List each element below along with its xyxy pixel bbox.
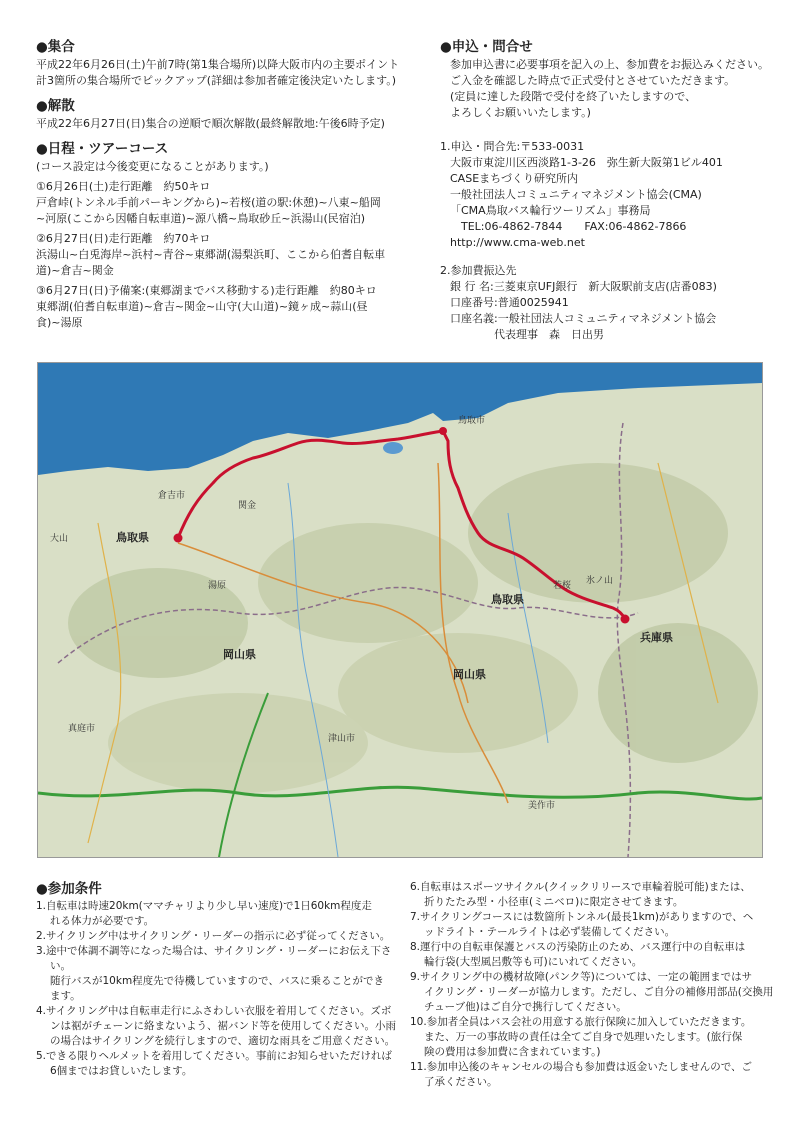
day1-route: 戸倉峠(トンネル手前パーキングから)~若桜(道の駅:休憩)~八東~船岡 ~河原(ここから因幡自転車道)~源八橋~鳥取砂丘~浜湯山(民宿泊): [36, 196, 381, 225]
dismiss-text: 平成22年6月27日(日)集合の逆順で順次解散(最終解散地:午後6時予定): [36, 117, 385, 130]
gather-text: 平成22年6月26日(土)午前7時(第1集合場所)以降大阪市内の主要ポイント 計3箇所の集合場所でピックアップ(詳細は参加者確定後決定いたします。): [36, 58, 400, 87]
map-label-hyogo-pref: 兵庫県: [640, 631, 673, 644]
sea-area: [38, 363, 762, 475]
condition-item: 1.自転車は時速20km(ママチャリより少し早い速度)で1日60km程度走 れる体力が必要です。: [36, 900, 372, 927]
map-label-wakasa: 若桜: [553, 581, 572, 591]
map-label-tottori-pref-2: 鳥取県: [491, 593, 524, 606]
condition-item: 4.サイクリング中は自転車走行にふさわしい衣服を着用してください。ズボ ンは裾がチェーンに絡まないよう、裾バンド等を使用してください。小雨 の場合はサイクリングを続行しますので、適切な雨具をご用意ください。: [36, 1005, 396, 1047]
map-label-okayama-pref: 岡山県: [223, 648, 256, 661]
right-info-column: [440, 38, 780, 343]
apply-text: 参加申込書に必要事項を記入の上、参加費をお振込みください。 ご入金を確認した時点で正式受付とさせていただきます。 (定員に達した段階で受付を終了いたしますので、 よろしくお願いいたします。): [450, 58, 769, 119]
condition-item: 6.自転車はスポーツサイクル(クイックリリースで車輪着脱可能)または、 折りたたみ型・小径車(ミニベロ)に限定させてきます。: [410, 881, 751, 908]
route-map-svg: [38, 363, 762, 857]
map-label-okayama-pref-2: 岡山県: [453, 668, 486, 681]
map-label-sekigane: 関金: [238, 501, 257, 511]
condition-item: 5.できる限りヘルメットを着用してください。事前にお知らせいただければ 6個まではお貸しいたします。: [36, 1050, 392, 1077]
map-label-yubara: 湯原: [208, 581, 227, 591]
contact-lines: 大阪市東淀川区西淡路1-3-26 弥生新大阪第1ビル401 CASEまちづくり研究所内 一般社団法人コミュニティマネジメント協会(CMA) 「CMA鳥取バス輪行ツーリズム」事務局 TEL:06-4862-7844 FAX:06-4862-7866 http://www.cma-web.net: [450, 156, 723, 249]
map-label-mimasaka: 美作市: [528, 801, 556, 811]
conditions-heading: ● 参加条件: [36, 880, 406, 899]
apply-heading: ● 申込・問合せ: [440, 38, 780, 57]
conditions-right-column: [410, 880, 780, 1090]
left-info-column: [36, 38, 416, 331]
condition-item: 8.運行中の自転車保護とバスの汚染防止のため、バス運行中の自転車は 輪行袋(大型風呂敷等も可)にいれてください。: [410, 941, 746, 968]
day3-route: 東郷湖(伯耆自転車道)~倉吉~関金~山守(大山道)~鏡ヶ成~蒜山(昼 食)~湯原: [36, 300, 368, 329]
map-label-kurayoshi: 倉吉市: [158, 491, 186, 501]
schedule-note: (コース設定は今後変更になることがあります。): [36, 160, 269, 173]
lake-togo: [383, 442, 403, 454]
gather-heading: ● 集合: [36, 38, 416, 57]
route-endpoint: [174, 534, 183, 543]
day3-title: ③6月27日(日)予備案:(東郷湖までバス移動する)走行距離 約80キロ: [36, 284, 377, 297]
condition-item: 2.サイクリング中はサイクリング・リーダーの指示に必ず従ってください。: [36, 930, 391, 942]
route-endpoint: [621, 615, 630, 624]
bank-title: 2.参加費振込先: [440, 264, 517, 277]
map-label-hyonosen: 氷ノ山: [586, 576, 614, 586]
map-label-daisen: 大山: [50, 534, 69, 544]
contact-title: 1.申込・問合先:〒533-0031: [440, 140, 585, 153]
dismiss-heading: ● 解散: [36, 97, 416, 116]
conditions-left-column: [36, 880, 406, 1079]
condition-item: 7.サイクリングコースには数箇所トンネル(最長1km)がありますので、ヘ ッドライト・テールライトは必ず装備してください。: [410, 911, 754, 938]
route-map: [37, 362, 763, 858]
condition-item: 9.サイクリング中の機材故障(パンク等)については、一定の範囲まではサ イクリング・リーダーが協力します。ただし、ご自分の補修用部品(交換用 チューブ他)はご自分で携行してください。: [410, 971, 774, 1013]
day2-route: 浜湯山~白兎海岸~浜村~青谷~東郷湖(湯梨浜町、ここから伯耆自転車 道)~倉吉~関金: [36, 248, 386, 277]
bank-lines: 銀 行 名:三菱東京UFJ銀行 新大阪駅前支店(店番083) 口座番号:普通0025941 口座名義:一般社団法人コミュニティマネジメント協会 代表理事 森 日出男: [450, 280, 717, 341]
map-label-tottori-pref: 鳥取県: [116, 531, 149, 544]
map-label-tottori-city: 鳥取市: [458, 416, 486, 426]
expressway: [38, 787, 762, 799]
condition-item: 11.参加申込後のキャンセルの場合も参加費は返金いたしませんので、ご 了承ください。: [410, 1061, 752, 1088]
schedule-heading: ● 日程・ツアーコース: [36, 140, 416, 159]
condition-item: 10.参加者全員はバス会社の用意する旅行保険に加入していただきます。 また、万一の事故時の責任は全てご自身で処理いたします。(旅行保 険の費用は参加費に含まれています。): [410, 1016, 752, 1058]
condition-item: 3.途中で体調不調等になった場合は、サイクリング・リーダーにお伝え下さ い。 随行バスが10km程度先で待機していますので、バスに乗ることができ ます。: [36, 945, 392, 1002]
map-label-tsuyama: 津山市: [328, 734, 356, 744]
day2-title: ②6月27日(日)走行距離 約70キロ: [36, 232, 211, 245]
day1-title: ①6月26日(土)走行距離 約50キロ: [36, 180, 211, 193]
route-stop: [439, 427, 447, 435]
terrain-shading: [68, 463, 758, 793]
map-label-maniwa: 真庭市: [68, 724, 96, 734]
